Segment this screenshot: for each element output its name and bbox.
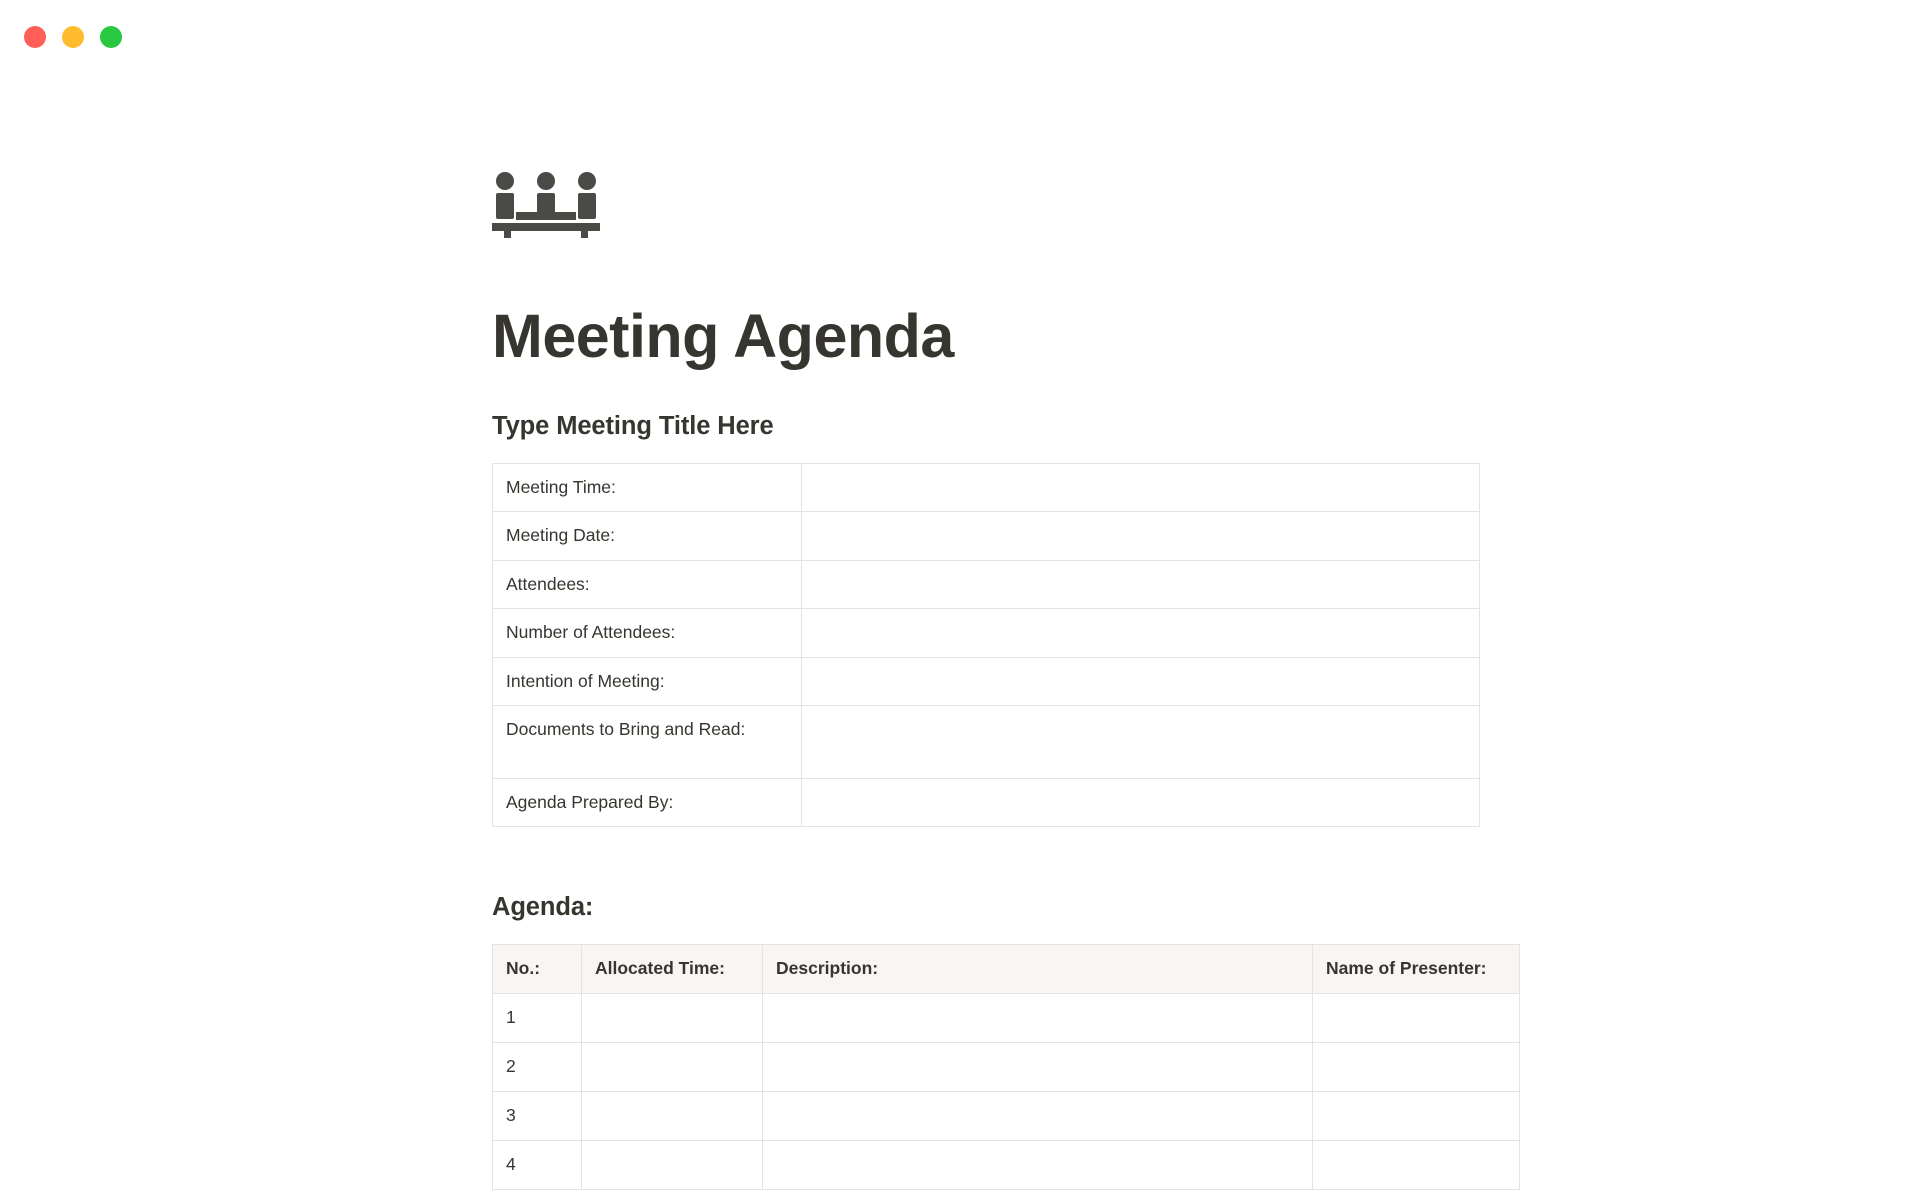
table-row (493, 657, 1480, 705)
info-label: Attendees: (493, 560, 802, 608)
window-controls (24, 26, 122, 48)
page-title: Meeting Agenda (492, 302, 954, 370)
agenda-row-time[interactable] (582, 1091, 763, 1140)
agenda-row-time[interactable] (582, 1042, 763, 1091)
column-header-no: No.: (493, 945, 582, 993)
table-row (493, 1091, 1520, 1140)
agenda-row-presenter[interactable] (1313, 993, 1520, 1042)
agenda-row-number: 2 (493, 1042, 582, 1091)
agenda-row-number: 4 (493, 1140, 582, 1189)
info-label: Number of Attendees: (493, 609, 802, 657)
agenda-row-description[interactable] (763, 1140, 1313, 1189)
agenda-row-description[interactable] (763, 1091, 1313, 1140)
document-scroll-area[interactable] (0, 72, 1920, 1200)
agenda-row-number: 3 (493, 1091, 582, 1140)
info-value[interactable] (802, 464, 1480, 512)
document-content (492, 172, 1487, 1190)
info-label: Meeting Date: (493, 512, 802, 560)
table-row (493, 609, 1480, 657)
table-row (493, 1140, 1520, 1189)
column-header-description: Description: (763, 945, 1313, 993)
document-page (0, 72, 1920, 1190)
table-row (493, 512, 1480, 560)
meeting-people-icon (492, 172, 600, 238)
agenda-row-presenter[interactable] (1313, 1042, 1520, 1091)
info-value[interactable] (802, 657, 1480, 705)
table-row (493, 1042, 1520, 1091)
info-value[interactable] (802, 705, 1480, 778)
agenda-row-presenter[interactable] (1313, 1091, 1520, 1140)
info-label: Agenda Prepared By: (493, 778, 802, 826)
info-value[interactable] (802, 609, 1480, 657)
table-row (493, 705, 1480, 778)
table-row (493, 560, 1480, 608)
info-label: Documents to Bring and Read: (493, 705, 802, 778)
column-header-time: Allocated Time: (582, 945, 763, 993)
meeting-title-placeholder: Type Meeting Title Here (492, 412, 774, 441)
agenda-row-presenter[interactable] (1313, 1140, 1520, 1189)
agenda-row-time[interactable] (582, 1140, 763, 1189)
table-row (493, 993, 1520, 1042)
table-row (493, 778, 1480, 826)
info-label: Intention of Meeting: (493, 657, 802, 705)
agenda-row-time[interactable] (582, 993, 763, 1042)
agenda-row-description[interactable] (763, 993, 1313, 1042)
table-header-row (493, 945, 1520, 993)
window-titlebar (0, 0, 1920, 72)
agenda-row-number: 1 (493, 993, 582, 1042)
close-window-button[interactable] (24, 26, 46, 48)
info-value[interactable] (802, 512, 1480, 560)
info-label: Meeting Time: (493, 464, 802, 512)
minimize-window-button[interactable] (62, 26, 84, 48)
info-value[interactable] (802, 778, 1480, 826)
info-value[interactable] (802, 560, 1480, 608)
agenda-table (492, 944, 1520, 1189)
agenda-heading: Agenda: (492, 893, 594, 922)
maximize-window-button[interactable] (100, 26, 122, 48)
table-row (493, 464, 1480, 512)
agenda-row-description[interactable] (763, 1042, 1313, 1091)
meeting-info-table (492, 463, 1480, 827)
column-header-presenter: Name of Presenter: (1313, 945, 1520, 993)
